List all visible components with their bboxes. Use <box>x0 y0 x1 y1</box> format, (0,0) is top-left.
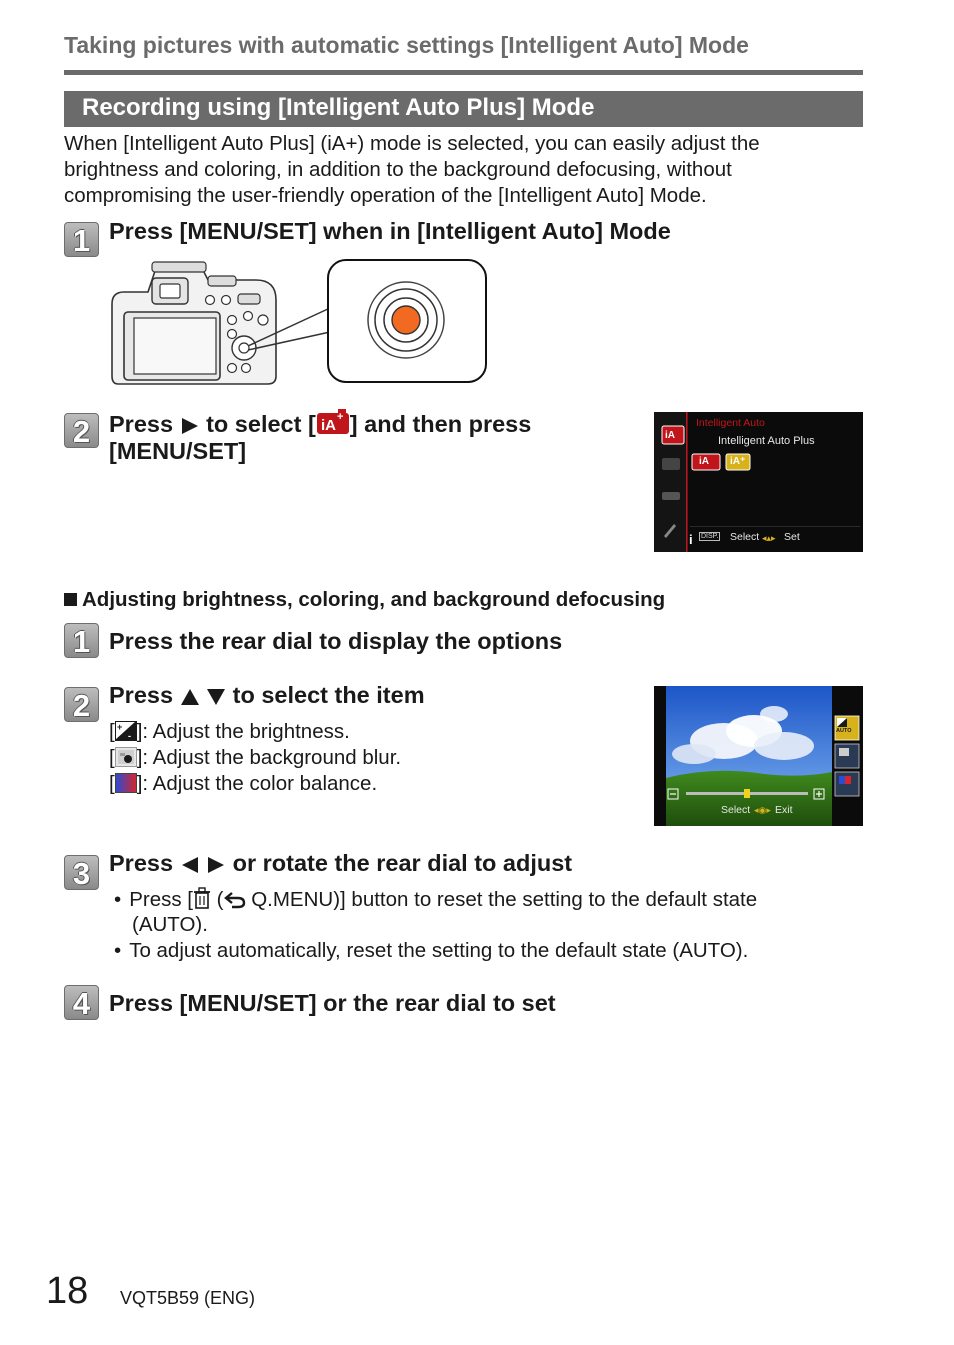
left-arrow-icon <box>180 856 200 874</box>
menu-footer-select: Select <box>730 531 760 543</box>
live-footer-select: Select <box>721 804 751 816</box>
menu-option-ia: iA <box>699 456 709 467</box>
slider-knob <box>744 789 750 798</box>
blur-icon <box>115 747 137 767</box>
section-bar <box>64 91 863 127</box>
disp-label: DISP. <box>701 533 719 540</box>
live-view-screen <box>654 686 863 826</box>
svg-text:+: + <box>116 722 122 732</box>
page-number: 18 <box>46 1270 89 1312</box>
bullet-dot: • <box>114 939 122 962</box>
svg-text:+: + <box>336 411 344 423</box>
svg-text:-: - <box>127 731 131 741</box>
menu-footer-set: Set <box>784 531 800 543</box>
color-balance-icon <box>115 773 137 793</box>
return-icon <box>224 891 246 909</box>
step-number-4: 4 <box>64 985 99 1020</box>
dial-icon: ◂◉▸ <box>754 805 771 815</box>
ia-plus-mode-icon <box>316 409 350 435</box>
cursor-keys-icon: ◂▴▸ <box>762 533 776 543</box>
step-number-1: 1 <box>64 222 99 257</box>
step-title: Press the rear dial to display the options <box>109 628 563 654</box>
bullet-dot: • <box>114 888 122 911</box>
option-blur: [ ]: Adjust the background blur. <box>109 746 402 769</box>
step-title: Press to select [ iA + ] and then press <box>109 411 532 437</box>
camera-back-illustration <box>108 256 490 388</box>
option-color: [ ]: Adjust the color balance. <box>109 772 378 795</box>
right-arrow-icon <box>180 417 200 435</box>
right-arrow-icon <box>206 856 226 874</box>
step-title: Press or rotate the rear dial to adjust <box>109 850 573 876</box>
bullet-item: • To adjust automatically, reset the setting to the default state (AUTO). <box>114 939 749 962</box>
svg-text:iA: iA <box>320 417 336 434</box>
menu-tab-label: iA <box>665 430 675 441</box>
square-bullet-icon <box>64 593 77 606</box>
auto-badge: AUTO <box>836 728 852 734</box>
step-title: Press to select the item <box>109 682 425 708</box>
step-number-2: 2 <box>64 687 99 722</box>
step-number-1: 1 <box>64 623 99 658</box>
menu-option-ia-plus: iA⁺ <box>730 456 746 467</box>
menu-screen <box>654 412 863 552</box>
intro-line: brightness and coloring, in addition to the background defocusing, without <box>64 158 732 181</box>
up-arrow-icon <box>180 688 200 706</box>
menu-item: Intelligent Auto Plus <box>718 435 815 447</box>
live-footer-exit: Exit <box>775 804 793 816</box>
menu-set-button-highlight <box>392 306 420 334</box>
option-brightness: [ + - ]: Adjust the brightness. <box>109 720 350 743</box>
custom-tab-icon <box>662 492 680 500</box>
document-code: VQT5B59 (ENG) <box>120 1288 256 1308</box>
exposure-icon <box>115 721 137 741</box>
step-number-3: 3 <box>64 855 99 890</box>
section-title: Recording using [Intelligent Auto Plus] Mode <box>82 94 595 121</box>
down-arrow-icon <box>206 688 226 706</box>
bullet-continuation: (AUTO). <box>132 913 208 936</box>
info-icon: i <box>689 532 693 547</box>
step-title-line2: [MENU/SET] <box>109 438 247 464</box>
camera-tab-icon <box>662 458 680 470</box>
step-title: Press [MENU/SET] or the rear dial to set <box>109 990 556 1016</box>
bullet-item: • Press [ ( Q.MENU)] button to reset the setting to the default state <box>114 888 758 911</box>
intro-line: When [Intelligent Auto Plus] (iA+) mode is selected, you can easily adjust the <box>64 132 760 155</box>
menu-title: Intelligent Auto <box>696 417 765 429</box>
page-header-title: Taking pictures with automatic settings [Intelligent Auto] Mode <box>64 32 749 58</box>
intro-paragraph <box>64 131 854 209</box>
step-title: Press [MENU/SET] when in [Intelligent Auto] Mode <box>109 218 671 244</box>
header-rule <box>64 70 863 75</box>
trash-icon <box>193 887 211 909</box>
step-number-2: 2 <box>64 413 99 448</box>
subsection-heading: Adjusting brightness, coloring, and background defocusing <box>64 588 665 612</box>
intro-line: compromising the user-friendly operation of the [Intelligent Auto] Mode. <box>64 184 707 207</box>
